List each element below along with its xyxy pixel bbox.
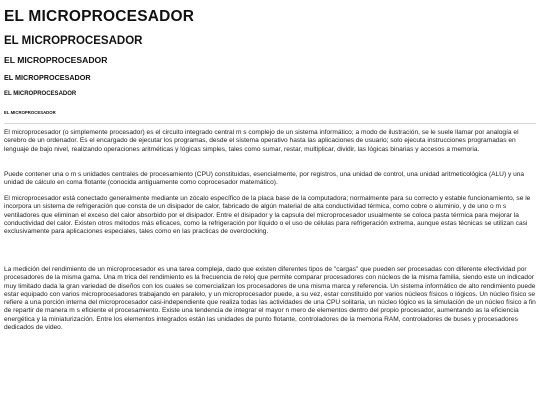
paragraph-performance: La medición del rendimiento de un microprocesador es una tarea compleja, dado que existen diferentes tipos de "cargas" que pueden ser procesadas con diferente efectividad por procesadores de la misma gama. Una m trica del rendimiento es la frecuencia de reloj que permite comparar procesadores con núcleos de la misma familia, siendo este un indicador muy limitado dada la gran variedad de diseños con los cuales se comercializan los procesadores de una misma marca y referencia. Un sistema informático de alto rendimiento puede estar equipado con varios microprocesadores trabajando en paralelo, y un microprocesador puede, a su vez, estar constituido por varios núcleos físicos o lógicos. Un núcleo físico se refiere a una porción interna del microprocesador casi-independiente que realiza todas las actividades de una CPU solitaria, un núcleo lógico es la simulación de un núcleo físico a fin de repartir de manera m s eficiente el procesamiento. Existe una tendencia de integrar el mayor n mero de elementos dentro del propio procesador, aumentando as la eficiencia energética y la miniaturización. Entre los elementos integrados están las unidades de punto flotante, controladores de la memoria RAM, controladores de buses y procesadores dedicados de video. xyxy=(4,266,536,332)
heading-level-3: EL MICROPROCESADOR xyxy=(4,55,108,65)
heading-level-1: EL MICROPROCESADOR xyxy=(4,8,195,25)
heading-level-2: EL MICROPROCESADOR xyxy=(4,35,143,47)
paragraph-definition: El microprocesador (o simplemente procesador) es el circuito integrado central m s complejo de un sistema informático; a modo de ilustración, se le suele llamar por analogía el cerebro de un ordenador. Es el encargado de ejecutar los programas, desde el sistema operativo hasta las aplicaciones de usuario; solo ejecuta instrucciones programadas en lenguaje de bajo nivel, realizando operaciones aritméticas y lógicas simples, tales como sumar, restar, multiplicar, dividir, las lógicas binarias y accesos a memoria. xyxy=(4,129,519,153)
heading-level-5: EL MICROPROCESADOR xyxy=(4,91,77,97)
heading-level-6: EL MICROPROCESADOR xyxy=(4,110,56,115)
heading-level-4: EL MICROPROCESADOR xyxy=(4,73,91,82)
paragraph-cooling: El microprocesador está conectado generalmente mediante un zócalo específico de la placa base de la computadora; normalmente para su correcto y estable funcionamiento, se le incorpora un sistema de refrigeración que consta de un disipador de calor, fabricado de algún material de alta conductividad térmica, como cobre o aluminio, y de uno o m s ventiladores que eliminan el exceso del calor absorbido por el disipador. Entre el disipador y la capsula del microprocesador usualmente se coloca pasta térmica para mejorar la conductividad del calor. Existen otros métodos más eficaces, como la refrigeración por líquido o el uso de células para refrigeración extrema, aunque estas técnicas se utilizan casi exclusivamente para aplicaciones especiales, tales como en las practicas de overclocking. xyxy=(4,195,531,236)
horizontal-divider xyxy=(4,123,536,124)
paragraph-components: Puede contener una o m s unidades centrales de procesamiento (CPU) constituidas, esencialmente, por registros, una unidad de control, una unidad aritmeticológica (ALU) y una unidad de cálculo en coma flotante (conocida antiguamente como coprocesador matemático). xyxy=(4,171,525,187)
